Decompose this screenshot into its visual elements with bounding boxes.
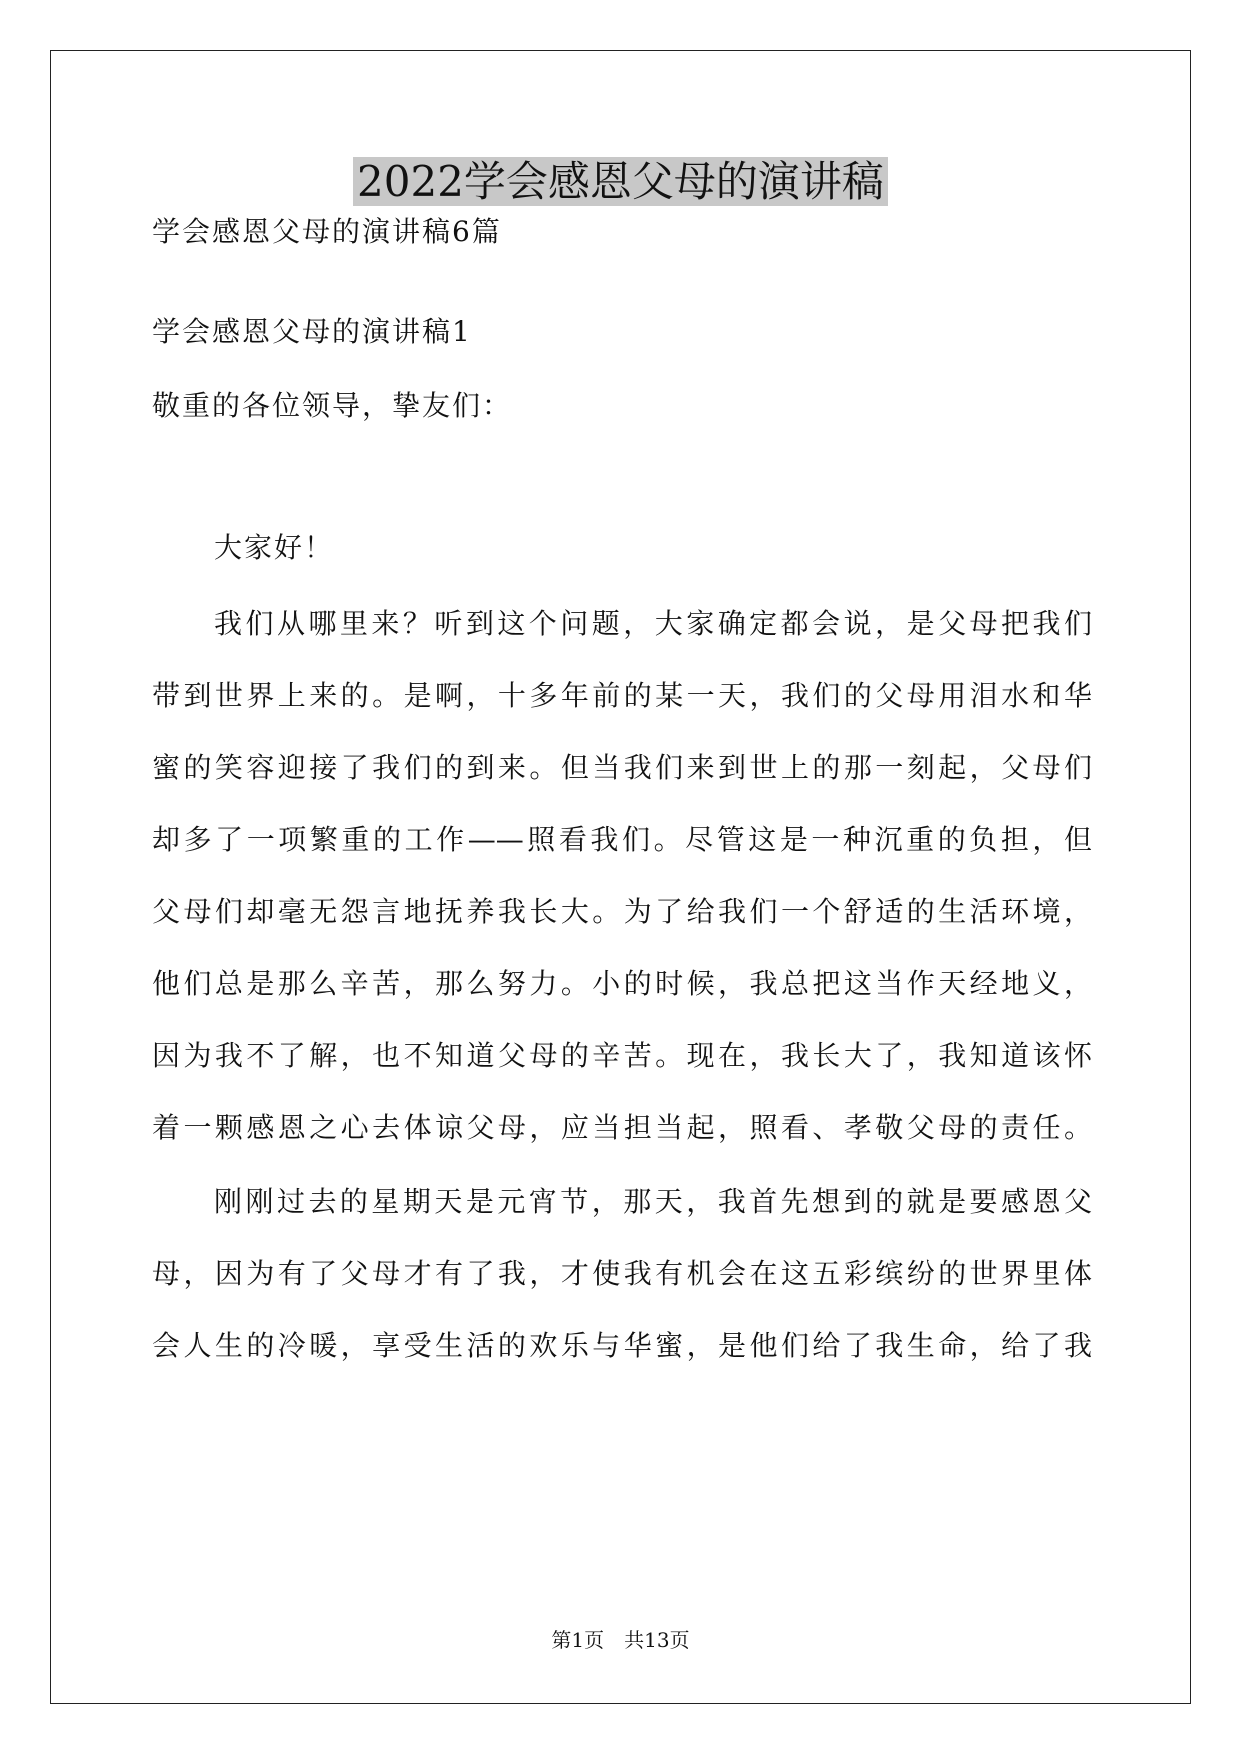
document-title <box>0 152 1241 212</box>
doc-line: 父母们却毫无怨言地抚养我长大。为了给我们一个舒适的生活环境， <box>152 895 1092 928</box>
doc-line: 学会感恩父母的演讲稿6篇 <box>152 215 502 248</box>
doc-line: 却多了一项繁重的工作——照看我们。尽管这是一种沉重的负担，但 <box>152 823 1092 856</box>
page-total: 共13页 <box>624 1628 690 1652</box>
page-number: 第1页 <box>551 1628 605 1652</box>
doc-line: 着一颗感恩之心去体谅父母，应当担当起，照看、孝敬父母的责任。 <box>152 1111 1092 1144</box>
doc-line: 带到世界上来的。是啊，十多年前的某一天，我们的父母用泪水和华 <box>152 679 1092 712</box>
doc-line: 学会感恩父母的演讲稿1 <box>152 315 472 348</box>
doc-line: 母，因为有了父母才有了我，才使我有机会在这五彩缤纷的世界里体 <box>152 1257 1092 1290</box>
page-frame <box>50 50 1191 1704</box>
page-footer <box>0 1626 1241 1654</box>
doc-line: 敬重的各位领导，挚友们： <box>152 389 513 422</box>
document-title-text: 2022学会感恩父母的演讲稿 <box>353 157 888 206</box>
doc-line: 会人生的冷暖，享受生活的欢乐与华蜜，是他们给了我生命，给了我 <box>152 1329 1092 1362</box>
doc-line: 我们从哪里来？听到这个问题，大家确定都会说，是父母把我们 <box>214 607 1092 640</box>
doc-line: 他们总是那么辛苦，那么努力。小的时候，我总把这当作天经地义， <box>152 967 1092 1000</box>
doc-line: 大家好！ <box>214 531 335 564</box>
doc-line: 蜜的笑容迎接了我们的到来。但当我们来到世上的那一刻起，父母们 <box>152 751 1092 784</box>
doc-line: 刚刚过去的星期天是元宵节，那天，我首先想到的就是要感恩父 <box>214 1185 1092 1218</box>
doc-line: 因为我不了解，也不知道父母的辛苦。现在，我长大了，我知道该怀 <box>152 1039 1092 1072</box>
